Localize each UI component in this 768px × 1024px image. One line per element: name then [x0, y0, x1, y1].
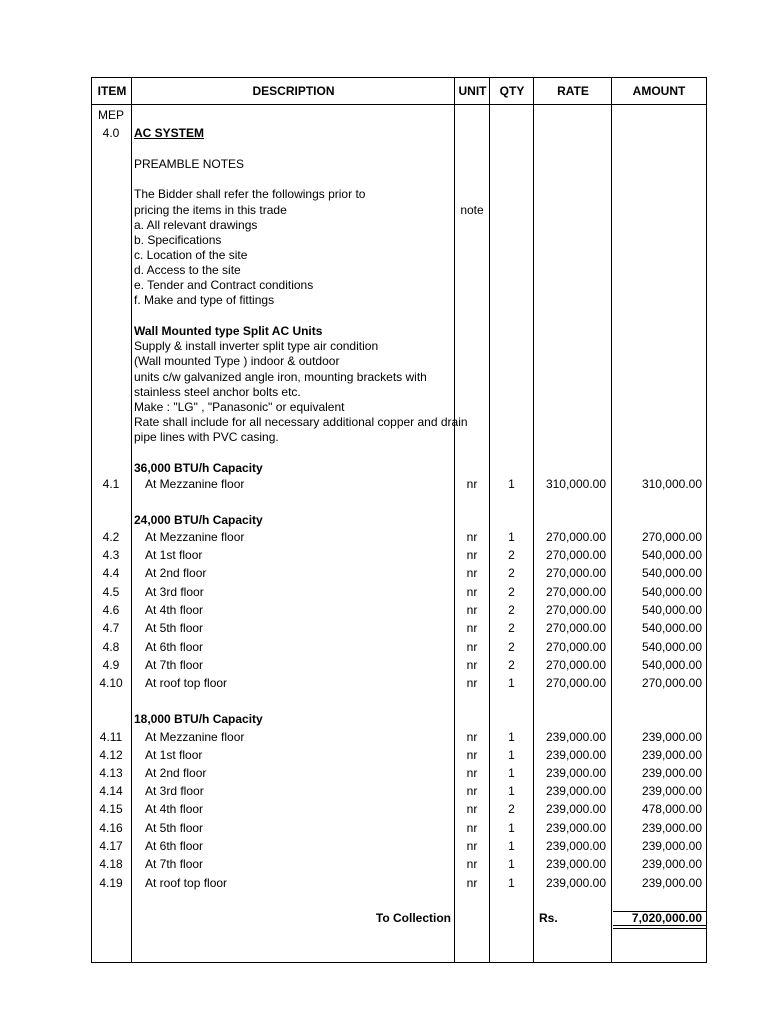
column-divider	[131, 78, 132, 962]
preamble-unit: note	[460, 203, 484, 217]
row-qty: 1	[508, 821, 515, 835]
row-rate: 270,000.00	[545, 676, 606, 690]
row-qty: 2	[508, 621, 515, 635]
preamble-line: pricing the items in this trade	[134, 203, 287, 217]
header-item: ITEM	[97, 84, 127, 98]
row-item: 4.4	[102, 566, 120, 580]
row-rate: 270,000.00	[545, 585, 606, 599]
row-amount: 239,000.00	[641, 821, 702, 835]
row-amount: 239,000.00	[641, 876, 702, 890]
row-rate: 239,000.00	[545, 784, 606, 798]
row-item: 4.16	[99, 821, 123, 835]
row-description: At 5th floor	[145, 621, 204, 635]
row-amount: 239,000.00	[641, 784, 702, 798]
row-amount: 540,000.00	[641, 658, 702, 672]
section-title: AC SYSTEM	[134, 126, 205, 140]
row-qty: 2	[508, 548, 515, 562]
group-heading: 36,000 BTU/h Capacity	[134, 461, 263, 475]
row-rate: 270,000.00	[545, 640, 606, 654]
row-qty: 2	[508, 640, 515, 654]
row-rate: 239,000.00	[545, 766, 606, 780]
row-unit: nr	[466, 730, 478, 744]
row-amount: 239,000.00	[641, 839, 702, 853]
group-heading: 24,000 BTU/h Capacity	[134, 513, 263, 527]
row-unit: nr	[466, 748, 478, 762]
row-description: At 5th floor	[145, 821, 204, 835]
preamble-line: f. Make and type of fittings	[134, 293, 275, 307]
row-amount: 310,000.00	[641, 477, 702, 491]
row-qty: 2	[508, 658, 515, 672]
row-rate: 239,000.00	[545, 821, 606, 835]
section-group: MEP	[97, 108, 124, 122]
group-heading: 18,000 BTU/h Capacity	[134, 712, 263, 726]
row-qty: 2	[508, 566, 515, 580]
row-item: 4.19	[99, 876, 123, 890]
row-rate: 270,000.00	[545, 566, 606, 580]
row-rate: 270,000.00	[545, 621, 606, 635]
row-unit: nr	[466, 802, 478, 816]
row-qty: 1	[508, 477, 515, 491]
row-unit: nr	[466, 821, 478, 835]
row-description: At 3rd floor	[145, 784, 204, 798]
header-amount: AMOUNT	[632, 84, 686, 98]
row-description: At 2nd floor	[145, 566, 207, 580]
row-rate: 239,000.00	[545, 857, 606, 871]
total-double-underline	[613, 928, 707, 929]
row-rate: 310,000.00	[545, 477, 606, 491]
total-double-underline	[613, 925, 707, 926]
row-description: At Mezzanine floor	[145, 530, 245, 544]
row-description: At 6th floor	[145, 839, 204, 853]
row-unit: nr	[466, 839, 478, 853]
row-unit: nr	[466, 548, 478, 562]
row-unit: nr	[466, 876, 478, 890]
row-unit: nr	[466, 530, 478, 544]
row-item: 4.6	[102, 603, 120, 617]
row-amount: 540,000.00	[641, 621, 702, 635]
preamble-line: d. Access to the site	[134, 263, 241, 277]
row-item: 4.15	[99, 802, 123, 816]
row-item: 4.13	[99, 766, 123, 780]
row-unit: nr	[466, 566, 478, 580]
spec-line: pipe lines with PVC casing.	[134, 430, 279, 444]
row-item: 4.12	[99, 748, 123, 762]
row-amount: 239,000.00	[641, 748, 702, 762]
preamble-line: c. Location of the site	[134, 248, 248, 262]
row-description: At 7th floor	[145, 857, 204, 871]
spec-line: Rate shall include for all necessary additional copper and drain	[134, 415, 468, 429]
row-qty: 2	[508, 603, 515, 617]
row-description: At 1st floor	[145, 548, 203, 562]
row-unit: nr	[466, 603, 478, 617]
row-rate: 239,000.00	[545, 839, 606, 853]
row-rate: 270,000.00	[545, 658, 606, 672]
row-item: 4.2	[102, 530, 120, 544]
row-unit: nr	[466, 766, 478, 780]
row-rate: 239,000.00	[545, 748, 606, 762]
row-amount: 540,000.00	[641, 585, 702, 599]
row-unit: nr	[466, 676, 478, 690]
spec-line: Make : "LG" , "Panasonic" or equivalent	[134, 400, 345, 414]
row-rate: 239,000.00	[545, 876, 606, 890]
row-rate: 270,000.00	[545, 530, 606, 544]
header-unit: UNIT	[458, 84, 487, 98]
row-item: 4.8	[102, 640, 120, 654]
spec-line: Supply & install inverter split type air condition	[134, 339, 379, 353]
currency-label: Rs.	[539, 911, 558, 925]
row-unit: nr	[466, 784, 478, 798]
row-amount: 540,000.00	[641, 566, 702, 580]
row-amount: 270,000.00	[641, 530, 702, 544]
row-item: 4.1	[102, 477, 120, 491]
row-item: 4.18	[99, 857, 123, 871]
row-qty: 1	[508, 876, 515, 890]
preamble-line: The Bidder shall refer the followings prior to	[134, 187, 366, 201]
row-amount: 270,000.00	[641, 676, 702, 690]
row-qty: 1	[508, 857, 515, 871]
table-header	[92, 78, 706, 105]
row-qty: 1	[508, 839, 515, 853]
row-description: At roof top floor	[145, 676, 228, 690]
row-rate: 239,000.00	[545, 802, 606, 816]
row-qty: 2	[508, 585, 515, 599]
row-amount: 239,000.00	[641, 766, 702, 780]
row-rate: 270,000.00	[545, 603, 606, 617]
row-unit: nr	[466, 658, 478, 672]
row-description: At 1st floor	[145, 748, 203, 762]
row-description: At 4th floor	[145, 802, 204, 816]
row-amount: 540,000.00	[641, 548, 702, 562]
row-amount: 478,000.00	[641, 802, 702, 816]
row-rate: 270,000.00	[545, 548, 606, 562]
row-unit: nr	[466, 857, 478, 871]
preamble-line: a. All relevant drawings	[134, 218, 258, 232]
row-unit: nr	[466, 640, 478, 654]
row-unit: nr	[466, 477, 478, 491]
row-amount: 540,000.00	[641, 640, 702, 654]
row-description: At 2nd floor	[145, 766, 207, 780]
row-item: 4.17	[99, 839, 123, 853]
row-qty: 1	[508, 676, 515, 690]
row-amount: 239,000.00	[641, 857, 702, 871]
row-description: At roof top floor	[145, 876, 228, 890]
spec-line: stainless steel anchor bolts etc.	[134, 385, 301, 399]
spec-heading: Wall Mounted type Split AC Units	[134, 324, 323, 338]
row-qty: 1	[508, 766, 515, 780]
row-rate: 239,000.00	[545, 730, 606, 744]
preamble-line: b. Specifications	[134, 233, 222, 247]
header-qty: QTY	[499, 84, 525, 98]
row-item: 4.10	[99, 676, 123, 690]
spec-line: (Wall mounted Type ) indoor & outdoor	[134, 354, 340, 368]
row-qty: 1	[508, 784, 515, 798]
row-item: 4.14	[99, 784, 123, 798]
row-qty: 1	[508, 530, 515, 544]
row-item: 4.11	[99, 730, 123, 744]
grand-total: 7,020,000.00	[631, 911, 702, 925]
row-description: At 4th floor	[145, 603, 204, 617]
row-item: 4.3	[102, 548, 120, 562]
preamble-line: e. Tender and Contract conditions	[134, 278, 314, 292]
header-rate: RATE	[557, 84, 589, 98]
row-amount: 239,000.00	[641, 730, 702, 744]
row-qty: 2	[508, 802, 515, 816]
row-item: 4.9	[102, 658, 120, 672]
row-amount: 540,000.00	[641, 603, 702, 617]
preamble-heading: PREAMBLE NOTES	[134, 157, 245, 171]
section-number: 4.0	[102, 126, 120, 140]
to-collection-label: To Collection	[375, 911, 451, 925]
row-unit: nr	[466, 621, 478, 635]
row-description: At Mezzanine floor	[145, 730, 245, 744]
row-unit: nr	[466, 585, 478, 599]
spec-line: units c/w galvanized angle iron, mounting brackets with	[134, 370, 427, 384]
row-description: At Mezzanine floor	[145, 477, 245, 491]
header-description: DESCRIPTION	[252, 84, 335, 98]
row-qty: 1	[508, 748, 515, 762]
row-item: 4.7	[102, 621, 120, 635]
row-item: 4.5	[102, 585, 120, 599]
row-qty: 1	[508, 730, 515, 744]
row-description: At 6th floor	[145, 640, 204, 654]
row-description: At 7th floor	[145, 658, 204, 672]
row-description: At 3rd floor	[145, 585, 204, 599]
